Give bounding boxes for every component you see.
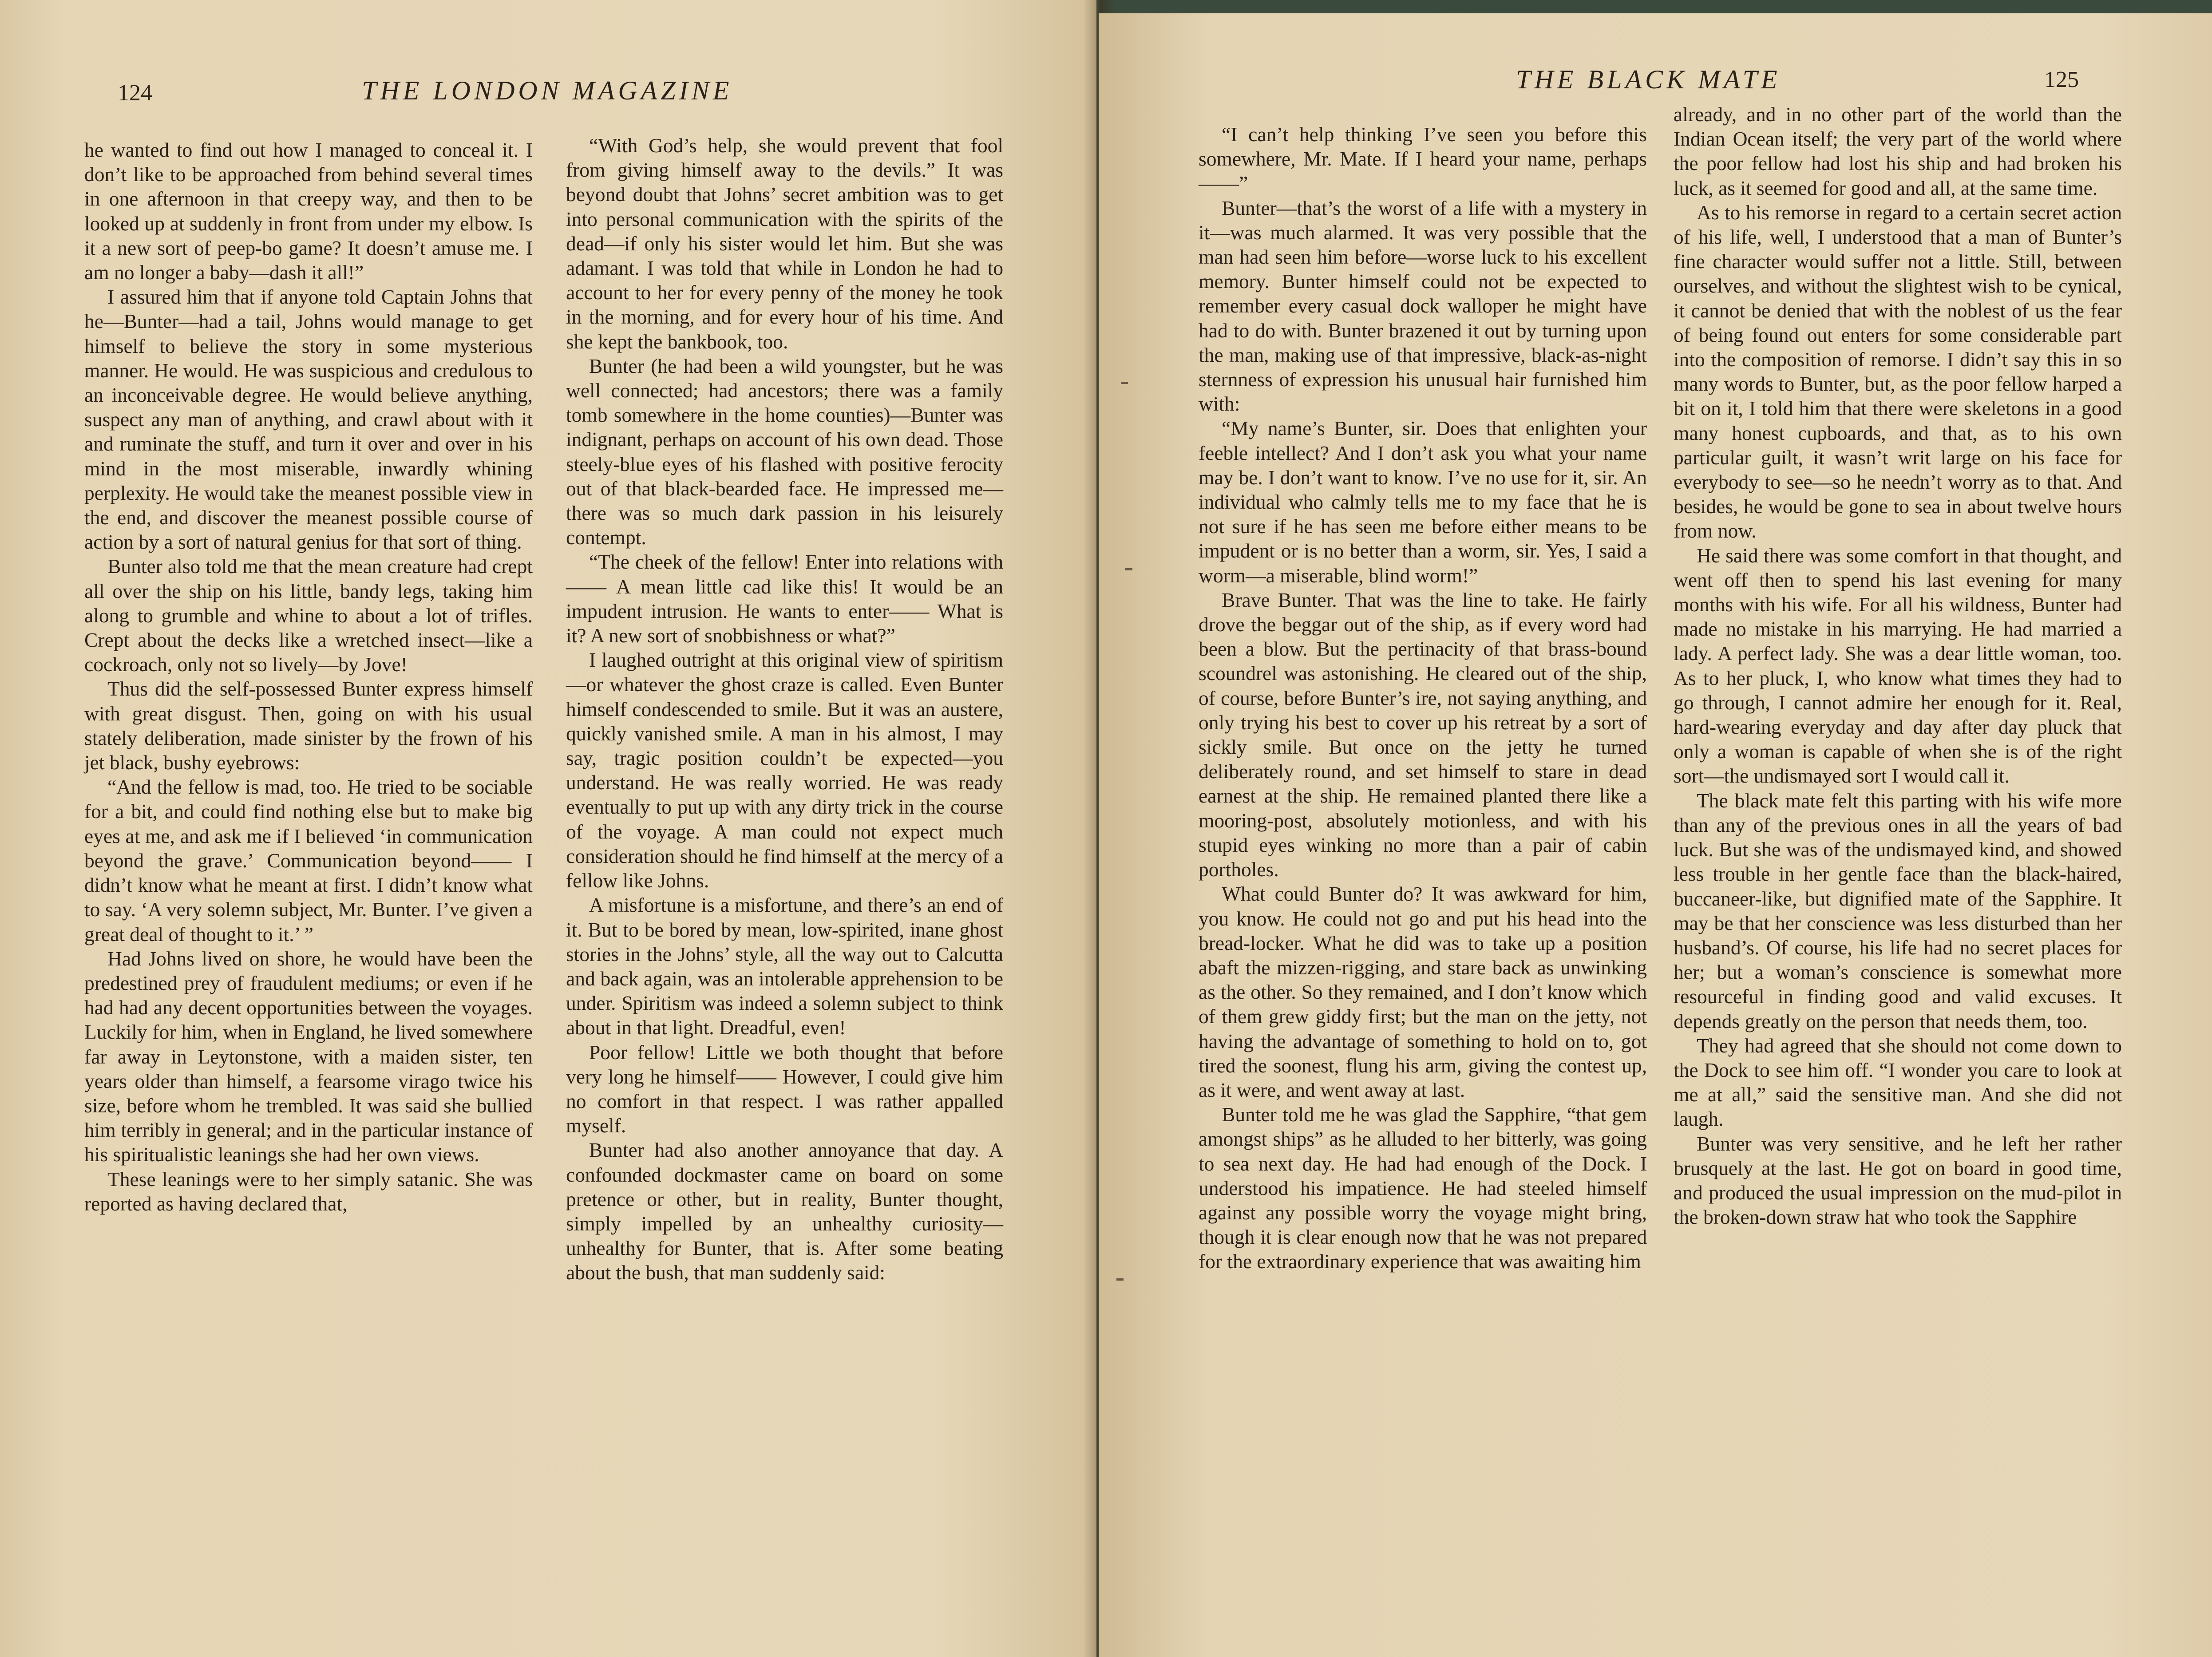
paragraph: “I can’t help thinking I’ve seen you before this somewhere, Mr. Mate. If I heard your name, perhaps——” [1199,123,1647,195]
paragraph: already, and in no other part of the world than the Indian Ocean itself; the very part of the world where the poor fellow had lost his ship and had broken his luck, as it seemed for good and all, at the same time. [1674,103,2122,199]
paragraph: They had agreed that she should not come down to the Dock to see him off. “I wonder you care to look at me at all,” said the sensitive man. And she did not laugh. [1674,1034,2122,1131]
paragraph: Poor fellow! Little we both thought that before very long he himself—— However, I could give him no comfort in that respect. I was rather appalled myself. [566,1040,1003,1137]
text-column-1 [84,138,533,1216]
paragraph: As to his remorse in regard to a certain secret action of his life, well, I understood that a man of Bunter’s fine character would suffer not a little. Still, between ourselves, and without the slightest wish to be cynical, it cannot be denied that with the noblest of us the fear of being found out enters for some considerable part into the composition of remorse. I didn’t say this in so many words to Bunter, but, as the poor fellow harped a bit on it, I told him that there were skeletons in a good many honest cupboards, and that, as to his own particular guilt, it wasn’t writ large on his face for everybody to see—so he needn’t worry as to that. And besides, he would be gone to sea in about twelve hours from now. [1674,201,2122,542]
page-number: 124 [118,80,152,106]
paragraph: I assured him that if anyone told Captain Johns that he—Bunter—had a tail, Johns would manage to get himself to believe the story in some mysterious manner. He would. He was suspicious and credulous to an inconceivable degree. He would believe anything, suspect any man of anything, and crawl about with it and ruminate the stuff, and turn it over and over in his mind in the most miserable, inwardly whining perplexity. He would take the meanest possible view in the end, and discover the meanest possible course of action by a sort of natural genius for that sort of thing. [84,285,533,554]
paragraph: Bunter told me he was glad the Sapphire, “that gem amongst ships” as he alluded to her bitterly, was going to sea next day. He had had enough of the Dock. I understood his impatience. He had steeled himself against any possible worry the voyage might bring, though it is clear enough now that he was not prepared for the extraordinary experience that was awaiting him [1199,1103,1647,1273]
edge-mark [1116,1278,1124,1281]
right-page [1099,13,2212,1657]
paragraph: “And the fellow is mad, too. He tried to be sociable for a bit, and could find nothing else but to make big eyes at me, and ask me if I believed ‘in communication beyond the grave.’ Communication beyond—— I didn’t know what he meant at first. I didn’t know what to say. ‘A very solemn subject, Mr. Bunter. I’ve given a great deal of thought to it.’ ” [84,775,533,945]
paragraph: “The cheek of the fellow! Enter into relations with—— A mean little cad like this! It would be an impudent intrusion. He wants to enter—— What is it? A new sort of snobbishness or what?” [566,550,1003,647]
text-column-1 [1199,122,1647,1274]
edge-mark [1121,382,1128,384]
paragraph: “With God’s help, she would prevent that fool from giving himself away to the devils.” It was beyond doubt that Johns’ secret ambition was to get into personal communication with the spirits of the dead—if only his sister would let him. But she was adamant. I was told that while in London he had to account to her for every penny of the money he took in the morning, and for every hour of his time. And she kept the bankbook, too. [566,134,1003,353]
paragraph: Brave Bunter. That was the line to take. He fairly drove the beggar out of the ship, as if every word had been a blow. But the pertinacity of that brass-bound scoundrel was astonishing. He cleared out of the ship, of course, before Bunter’s ire, not saying anything, and only trying his best to cover up his retreat by a sort of sickly smile. But once on the jetty he turned deliberately round, and set himself to stare in dead earnest at the ship. He remained planted there like a mooring-post, absolutely motionless, and with his stupid eyes winking no more than a pair of cabin portholes. [1199,588,1647,881]
paragraph: A misfortune is a misfortune, and there’s an end of it. But to be bored by mean, low-spirited, inane ghost stories in the Johns’ style, all the way out to Calcutta and back again, was an intolerable apprehension to be under. Spiritism was indeed a solemn subject to think about in that light. Dreadful, even! [566,894,1003,1039]
running-head: THE BLACK MATE [1516,65,1781,94]
edge-mark [1125,568,1132,570]
text-column-2 [1674,102,2122,1229]
text-column-2 [566,133,1003,1285]
paragraph: “My name’s Bunter, sir. Does that enlighten your feeble intellect? And I don’t ask you what your name may be. I don’t want to know. I’ve no use for it, sir. An individual who calmly tells me to my face that he is not sure if he has seen me before either means to be impudent or is no better than a worm, sir. Yes, I said a worm—a miserable, blind worm!” [1199,417,1647,587]
left-page [0,0,1096,1657]
page-number: 125 [2044,67,2079,92]
paragraph: These leanings were to her simply satanic. She was reported as having declared that, [84,1167,533,1215]
paragraph: The black mate felt this parting with his wife more than any of the previous ones in all the years of bad luck. But she was of the undismayed kind, and showed less trouble in her gentle face than the black-haired, buccaneer-like, but dignified mate of the Sapphire. It may be that her conscience was less disturbed than her husband’s. Of course, his life had no secret places for her; but a woman’s conscience is somewhat more resourceful in finding good and valid excuses. It depends greatly on the person that needs them, too. [1674,789,2122,1032]
paragraph: Bunter had also another annoyance that day. A confounded dockmaster came on board on some pretence or other, but in reality, Bunter thought, simply impelled by an unhealthy curiosity—unhealthy for Bunter, that is. After some beating about the bush, that man suddenly said: [566,1139,1003,1284]
paragraph: Bunter was very sensitive, and he left her rather brusquely at the last. He got on board in good time, and produced the usual impression on the mud-pilot in the broken-down straw hat who took the Sapphire [1674,1132,2122,1229]
paragraph: Had Johns lived on shore, he would have been the predestined prey of fraudulent mediums; or even if he had had any decent opportunities between the voyages. Luckily for him, when in England, he lived somewhere far away in Leytonstone, with a maiden sister, ten years older than himself, a fearsome virago twice his size, before whom he trembled. It was said she bullied him terribly in general; and in the particular instance of his spiritualistic leanings she had her own views. [84,947,533,1166]
paragraph: Bunter also told me that the mean creature had crept all over the ship on his little, bandy legs, taking him along to grumble and whine to about a lot of trifles. Crept about the decks like a wretched insect—like a cockroach, only not so lively—by Jove! [84,555,533,676]
paragraph: Thus did the self-possessed Bunter express himself with great disgust. Then, going on with his usual stately deliberation, made sinister by the frown of his jet black, bushy eyebrows: [84,677,533,774]
paragraph: Bunter—that’s the worst of a life with a mystery in it—was much alarmed. It was very possible that the man had seen him before—worse luck to his excellent memory. Bunter himself could not be expected to remember every casual dock walloper he might have had to do with. Bunter brazened it out by turning upon the man, making use of that impressive, black-as-night sternness of expression his unusual hair furnished him with: [1199,196,1647,415]
paragraph: he wanted to find out how I managed to conceal it. I don’t like to be approached from behind several times in one afternoon in that creepy way, and then to be looked up at suddenly in front from under my elbow. Is it a new sort of peep-bo game? It doesn’t amuse me. I am no longer a baby—dash it all!” [84,138,533,284]
paragraph: What could Bunter do? It was awkward for him, you know. He could not go and put his head into the bread-locker. What he did was to take up a position abaft the mizzen-rigging, and stare back as unwinking as the other. So they remained, and I don’t know which of them grew giddy first; but the man on the jetty, not having the advantage of something to hold on to, got tired the soonest, flung his arm, giving the contest up, as it were, and went away at last. [1199,882,1647,1101]
paragraph: Bunter (he had been a wild youngster, but he was well connected; had ancestors; there was a family tomb somewhere in the home counties)—Bunter was indignant, perhaps on account of his own dead. Those steely-blue eyes of his flashed with positive ferocity out of that black-bearded face. He impressed me—there was so much dark passion in his leisurely contempt. [566,354,1003,549]
paragraph: He said there was some comfort in that thought, and went off then to spend his last evening for many months with his wife. For all his wildness, Bunter had made no mistake in his marrying. He had married a lady. A perfect lady. She was a dear little woman, too. As to her pluck, I, who know what times they had to go through, I cannot admire her enough for it. Real, hard-wearing everyday and day after day pluck that only a woman is capable of when she is of the right sort—the undismayed sort I would call it. [1674,544,2122,787]
running-head: THE LONDON MAGAZINE [362,76,733,105]
paragraph: I laughed outright at this original view of spiritism—or whatever the ghost craze is called. Even Bunter himself condescended to smile. But it was an austere, quickly vanished smile. A man in his almost, I may say, tragic position couldn’t be expected—you understand. He was really worried. He was ready eventually to put up with any dirty trick in the course of the voyage. A man could not expect much consideration should he find himself at the mercy of a fellow like Johns. [566,649,1003,892]
